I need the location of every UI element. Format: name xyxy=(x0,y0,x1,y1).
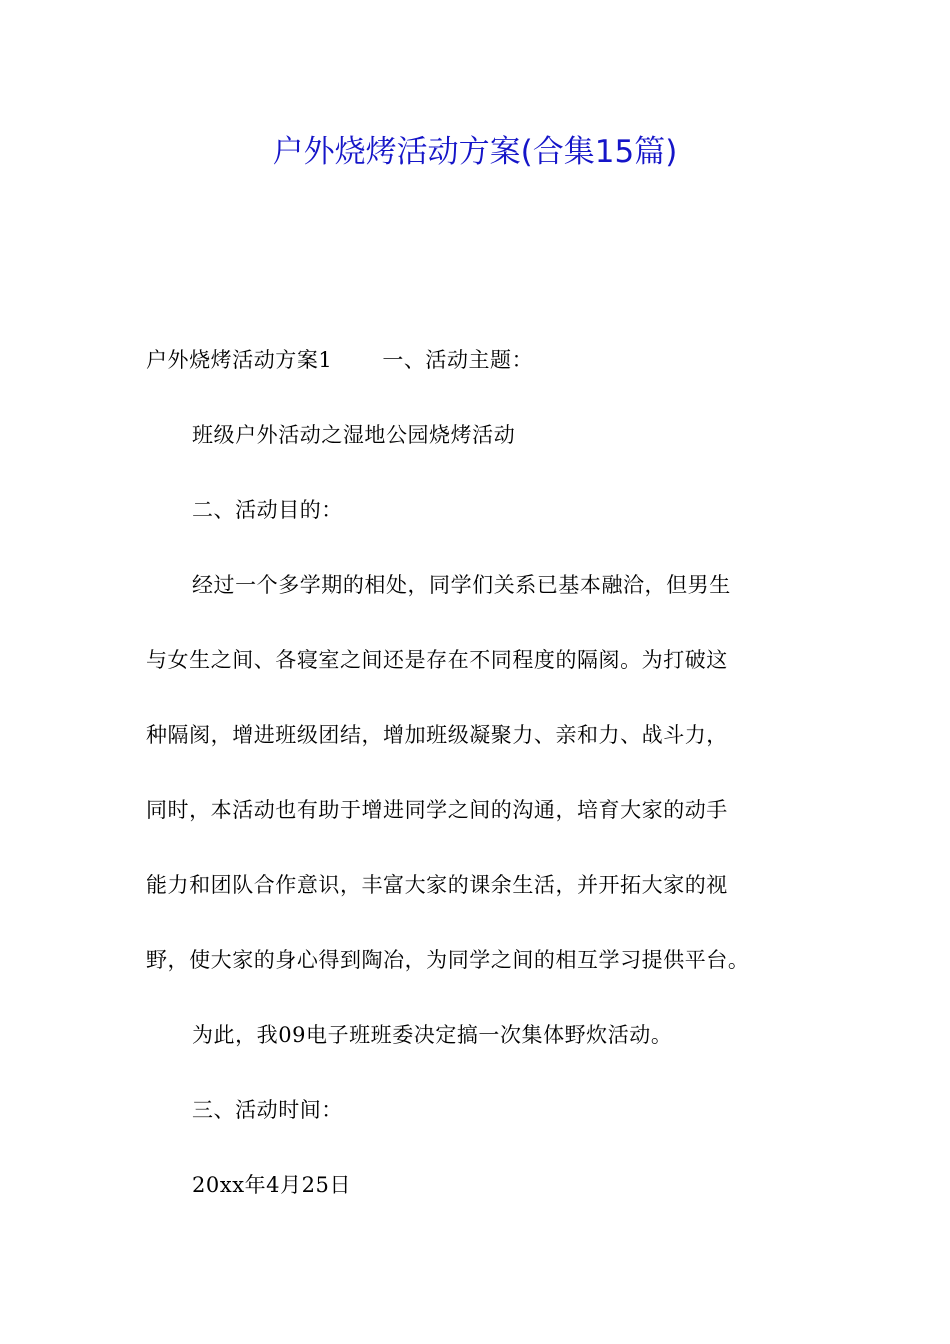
section-heading: 户外烧烤活动方案1 xyxy=(146,348,333,372)
subsection-heading: 三、活动时间： xyxy=(192,1098,343,1122)
first-line xyxy=(146,345,806,375)
subsection-heading: 一、活动主题： xyxy=(382,348,534,372)
date-line: 20xx年4月25日 xyxy=(192,1173,351,1197)
paragraph-line: 野，使大家的身心得到陶冶，为同学之间的相互学习提供平台。 xyxy=(146,948,750,972)
document-title: 户外烧烤活动方案(合集15篇) xyxy=(272,134,678,170)
paragraph-line: 班级户外活动之湿地公园烧烤活动 xyxy=(192,423,516,447)
paragraph-line: 为此，我09电子班班委决定搞一次集体野炊活动。 xyxy=(192,1023,673,1047)
paragraph-line: 种隔阂，增进班级团结，增加班级凝聚力、亲和力、战斗力， xyxy=(146,723,728,747)
paragraph-line: 同时，本活动也有助于增进同学之间的沟通，培育大家的动手 xyxy=(146,798,728,822)
paragraph-line: 与女生之间、各寝室之间还是存在不同程度的隔阂。为打破这 xyxy=(146,648,728,672)
subsection-heading: 二、活动目的： xyxy=(192,498,343,522)
paragraph-line: 经过一个多学期的相处，同学们关系已基本融洽，但男生 xyxy=(192,573,731,597)
paragraph-line: 能力和团队合作意识，丰富大家的课余生活，并开拓大家的视 xyxy=(146,873,728,897)
